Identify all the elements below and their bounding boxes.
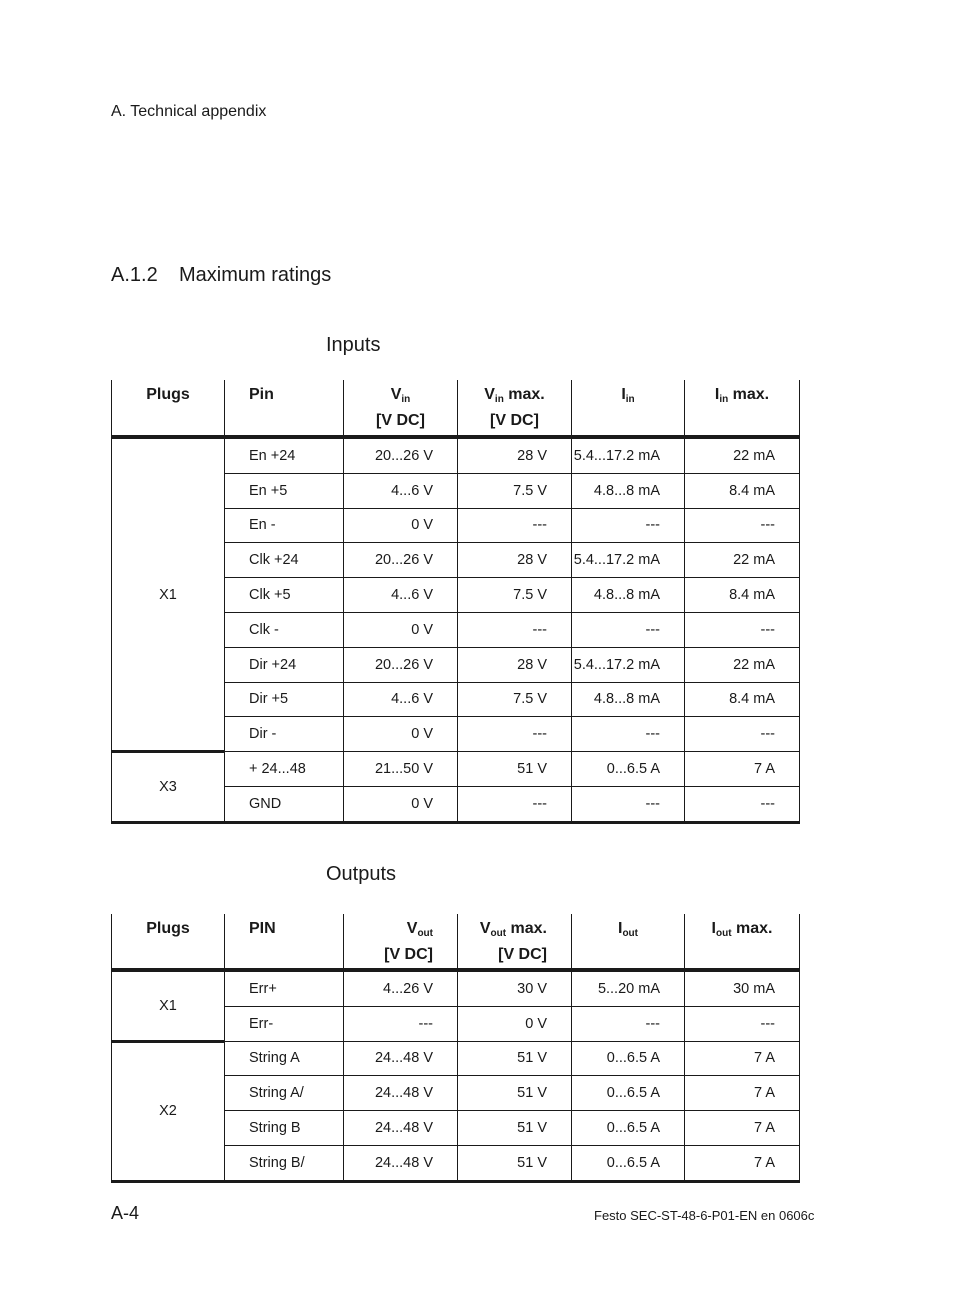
table-row [112,752,800,787]
plug-cell: X1 [112,437,225,752]
v-cell: 4...6 V [344,473,458,508]
inputs-body [112,437,800,822]
v-cell: 24...48 V [344,1145,458,1181]
vmax-cell: 7.5 V [458,473,572,508]
imax-cell: 22 mA [685,647,800,682]
pin-cell: Clk - [225,612,344,647]
v-cell: 0 V [344,508,458,543]
v-cell: 24...48 V [344,1076,458,1111]
imax-cell: --- [685,717,800,752]
document-id: Festo SEC-ST-48-6-P01-EN en 0606c [594,1208,815,1223]
vmax-cell: --- [458,612,572,647]
i-cell: 0...6.5 A [572,752,685,787]
i-cell: --- [572,612,685,647]
plug-cell: X1 [112,970,225,1041]
pin-cell: En +24 [225,437,344,473]
imax-cell: 22 mA [685,543,800,578]
v-cell: 4...6 V [344,682,458,717]
v-cell: 24...48 V [344,1111,458,1146]
i-cell: 4.8...8 mA [572,578,685,613]
vmax-cell: 28 V [458,647,572,682]
outputs-body [112,970,800,1181]
i-cell: 5.4...17.2 mA [572,647,685,682]
pin-cell: Err+ [225,970,344,1006]
v-cell: 0 V [344,612,458,647]
i-cell: 0...6.5 A [572,1041,685,1076]
pin-cell: Dir +24 [225,647,344,682]
section-heading [111,264,331,287]
i-cell: 4.8...8 mA [572,473,685,508]
vmax-cell: 7.5 V [458,578,572,613]
imax-cell: 7 A [685,1076,800,1111]
i-cell: 0...6.5 A [572,1076,685,1111]
i-cell: 5.4...17.2 mA [572,543,685,578]
imax-cell: --- [685,508,800,543]
imax-cell: 8.4 mA [685,682,800,717]
i-cell: 5...20 mA [572,970,685,1006]
pin-cell: Dir - [225,717,344,752]
vmax-cell: 28 V [458,437,572,473]
imax-cell: 7 A [685,1111,800,1146]
outputs-header-row [112,914,800,970]
v-cell: 24...48 V [344,1041,458,1076]
imax-cell: 7 A [685,752,800,787]
v-cell: 0 V [344,786,458,822]
i-cell: --- [572,1006,685,1041]
imax-cell: 8.4 mA [685,578,800,613]
outputs-header-pin: PIN [225,914,344,970]
vmax-cell: 28 V [458,543,572,578]
running-header: A. Technical appendix [111,103,267,120]
i-cell: 0...6.5 A [572,1145,685,1181]
inputs-title: Inputs [326,334,381,356]
outputs-header-vmax: $V_{out}$ max. [V DC] [458,914,572,970]
imax-cell: --- [685,1006,800,1041]
i-cell: 5.4...17.2 mA [572,437,685,473]
inputs-header-plugs: Plugs [112,380,225,437]
inputs-header-vmax: $V_{in}$ max. [V DC] [458,380,572,437]
vmax-cell: 51 V [458,752,572,787]
pin-cell: + 24...48 [225,752,344,787]
v-cell: 0 V [344,717,458,752]
table-row [112,1041,800,1076]
inputs-header-pin: Pin [225,380,344,437]
i-cell: --- [572,717,685,752]
inputs-header-row [112,380,800,437]
outputs-header-i: $I_{out}$ [572,914,685,970]
vmax-cell: --- [458,508,572,543]
v-cell: --- [344,1006,458,1041]
inputs-header-i: $I_{in}$ [572,380,685,437]
outputs-header-v: $V_{out}$ [V DC] [344,914,458,970]
pin-cell: String B [225,1111,344,1146]
pin-cell: En +5 [225,473,344,508]
pin-cell: GND [225,786,344,822]
imax-cell: 22 mA [685,437,800,473]
i-cell: 4.8...8 mA [572,682,685,717]
pin-cell: Dir +5 [225,682,344,717]
pin-cell: Clk +24 [225,543,344,578]
inputs-header-v: $V_{in}$ [V DC] [344,380,458,437]
pin-cell: En - [225,508,344,543]
imax-cell: 7 A [685,1041,800,1076]
pin-cell: Err- [225,1006,344,1041]
pin-cell: String A [225,1041,344,1076]
inputs-header-imax: $I_{in}$ max. [685,380,800,437]
pin-cell: String B/ [225,1145,344,1181]
section-number: A.1.2 [111,264,158,286]
page-number: A-4 [111,1203,140,1223]
vmax-cell: 51 V [458,1145,572,1181]
inputs-table [111,380,800,824]
vmax-cell: 0 V [458,1006,572,1041]
vmax-cell: 51 V [458,1041,572,1076]
v-cell: 20...26 V [344,543,458,578]
v-cell: 20...26 V [344,647,458,682]
imax-cell: --- [685,786,800,822]
vmax-cell: 51 V [458,1076,572,1111]
imax-cell: --- [685,612,800,647]
pin-cell: Clk +5 [225,578,344,613]
pin-cell: String A/ [225,1076,344,1111]
v-cell: 20...26 V [344,437,458,473]
outputs-title: Outputs [326,863,397,885]
plug-cell: X2 [112,1041,225,1181]
outputs-header-plugs: Plugs [112,914,225,970]
section-title: Maximum ratings [179,264,332,286]
i-cell: 0...6.5 A [572,1111,685,1146]
vmax-cell: 30 V [458,970,572,1006]
vmax-cell: 51 V [458,1111,572,1146]
v-cell: 21...50 V [344,752,458,787]
vmax-cell: 7.5 V [458,682,572,717]
vmax-cell: --- [458,717,572,752]
v-cell: 4...26 V [344,970,458,1006]
i-cell: --- [572,508,685,543]
outputs-table [111,914,800,1183]
vmax-cell: --- [458,786,572,822]
imax-cell: 30 mA [685,970,800,1006]
v-cell: 4...6 V [344,578,458,613]
outputs-header-imax: $I_{out}$ max. [685,914,800,970]
i-cell: --- [572,786,685,822]
table-row [112,437,800,473]
table-row [112,970,800,1006]
plug-cell: X3 [112,752,225,823]
imax-cell: 8.4 mA [685,473,800,508]
imax-cell: 7 A [685,1145,800,1181]
